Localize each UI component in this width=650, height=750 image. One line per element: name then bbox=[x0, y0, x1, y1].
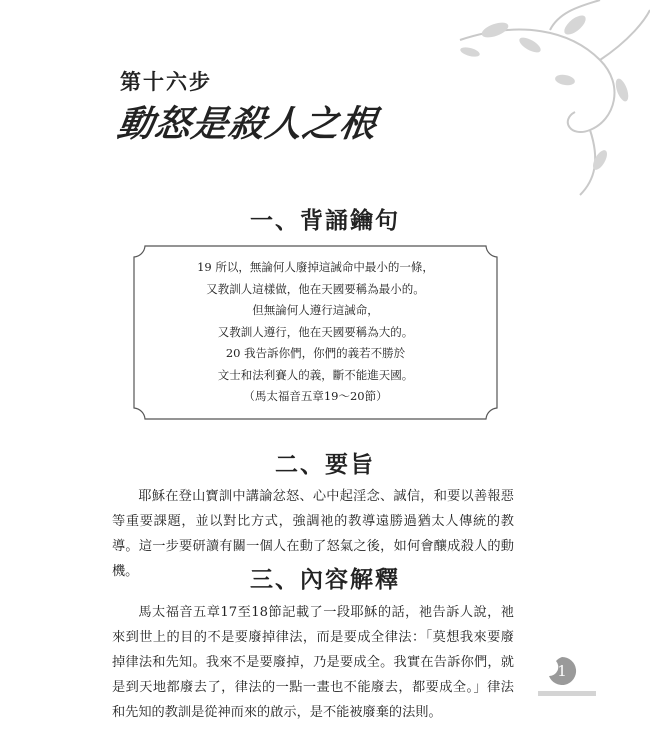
page-number-badge bbox=[547, 656, 577, 686]
step-label: 第十六步 bbox=[120, 69, 212, 94]
section-heading-explanation: 三、內容解釋 bbox=[250, 566, 400, 593]
footer-bar bbox=[538, 691, 596, 696]
verse-box bbox=[133, 245, 498, 420]
verse-line: 又教訓人遵行，他在天國要稱為大的。 bbox=[217, 324, 414, 339]
verse-line: 文士和法利賽人的義，斷不能進天國。 bbox=[217, 367, 414, 382]
summary-paragraph: 耶穌在登山寶訓中講論忿怒、心中起淫念、誠信，和要以善報惡等重要課題，並以對比方式，強調祂的教導遠勝過猶太人傳統的教導。這一步要研讀有關一個人在動了怒氣之後，如何會釀成殺人的動機。 bbox=[112, 489, 514, 579]
section-heading-recitation: 一、背誦鑰句 bbox=[250, 207, 400, 234]
section-heading-summary: 二、要旨 bbox=[275, 451, 375, 478]
verse-line: 20 我告訴你們，你們的義若不勝於 bbox=[225, 346, 406, 360]
verse-reference: （馬太福音五章19～20節） bbox=[243, 389, 388, 403]
verse-line: 19 所以，無論何人廢掉這誡命中最小的一條， bbox=[197, 260, 434, 274]
page-number: 1 bbox=[557, 662, 567, 680]
verse-line: 但無論何人遵行這誡命， bbox=[252, 303, 379, 317]
vine-ornament-icon bbox=[400, 0, 650, 200]
chapter-title: 動怒是殺人之根 bbox=[114, 104, 380, 145]
verse-line: 又教訓人這樣做，他在天國要稱為最小的。 bbox=[206, 281, 425, 296]
explanation-paragraph: 馬太福音五章17至18節記載了一段耶穌的話，祂告訴人說，祂來到世上的目的不是要廢掉律法，而是要成全律法：「莫想我來要廢掉律法和先知。我來不是要廢掉，乃是要成全。我實在告訴你們，就是到天地都廢去了，律法的一點一畫也不能廢去，都要成全。」律法和先知的教訓是從神而來的啟示，是不能被廢棄的法則。 bbox=[112, 605, 514, 720]
